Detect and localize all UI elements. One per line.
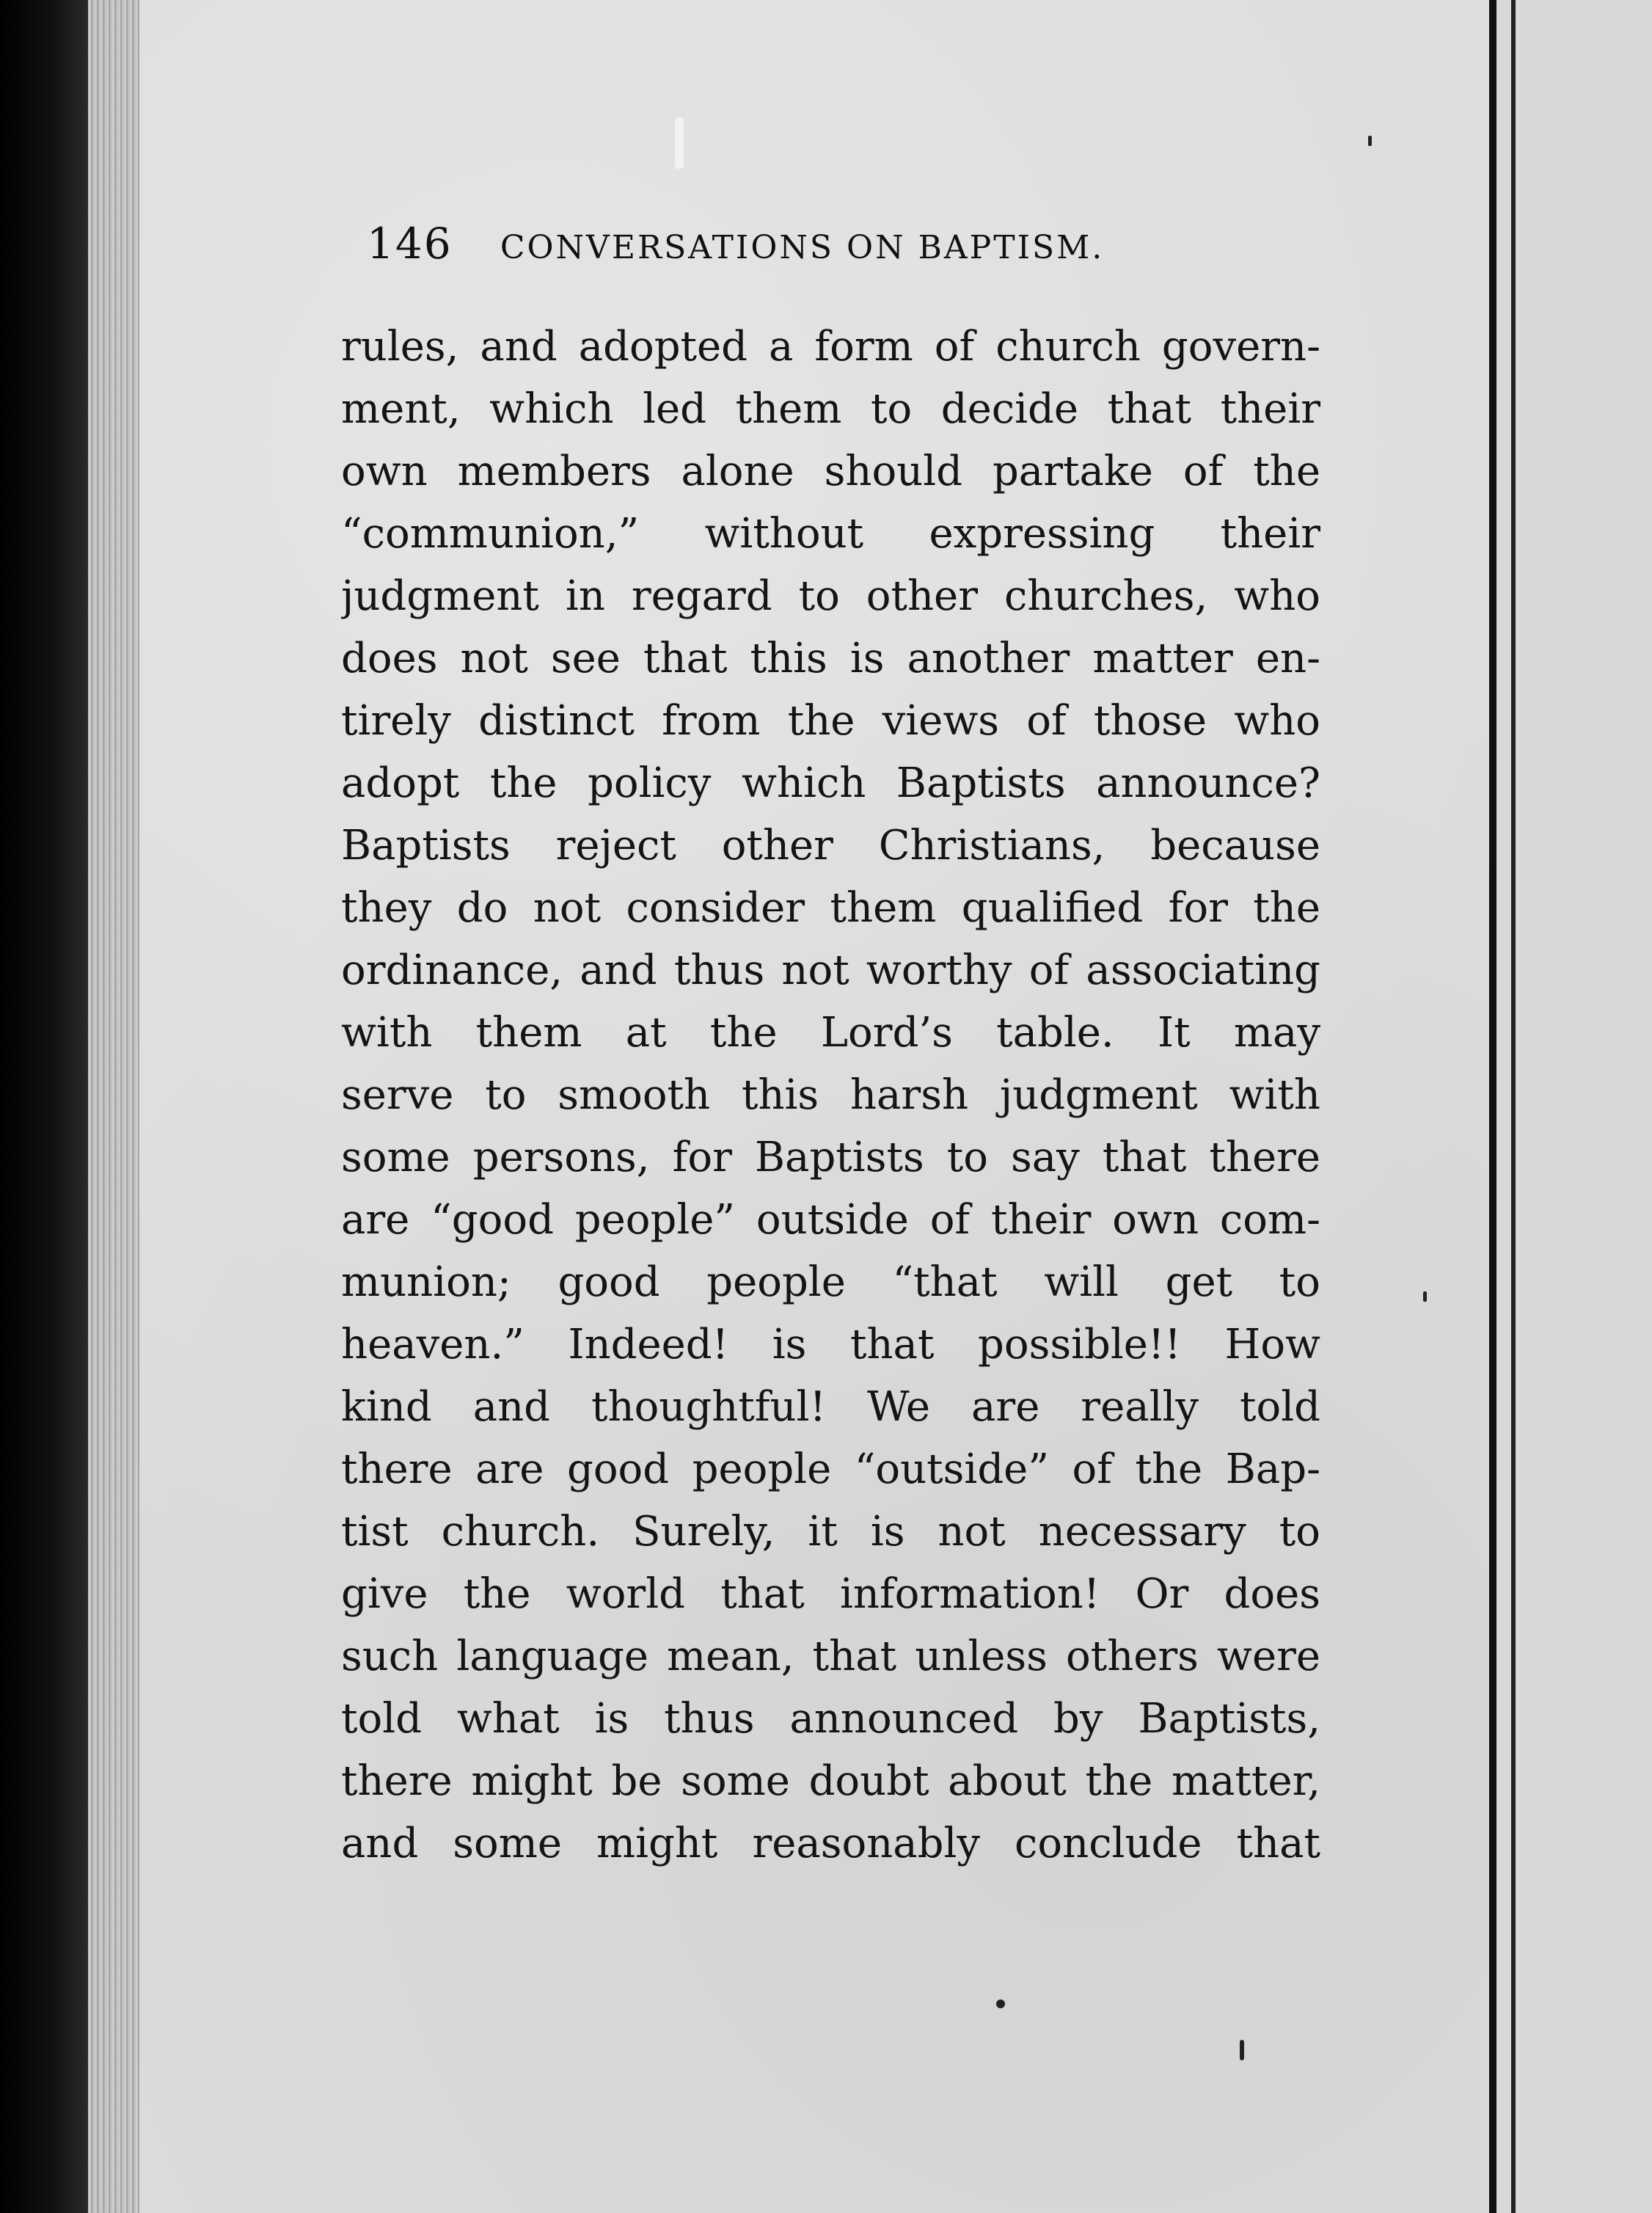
text-line: kind and thoughtful! We are really told — [341, 1383, 1320, 1431]
ink-speck — [1368, 136, 1372, 146]
ink-speck — [675, 117, 684, 169]
ink-speck — [1423, 1291, 1427, 1302]
text-line: adopt the policy which Baptists announce? — [341, 759, 1320, 807]
text-line: some persons, for Baptists to say that there — [341, 1134, 1320, 1181]
body-text — [341, 316, 1320, 1875]
text-line: heaven.” Indeed! is that possible!! How — [341, 1321, 1320, 1368]
text-line: tirely distinct from the views of those who — [341, 697, 1320, 745]
text-line: serve to smooth this harsh judgment with — [341, 1071, 1320, 1119]
page-number: 146 — [367, 219, 453, 269]
text-line: munion; good people “that will get to — [341, 1258, 1320, 1306]
text-line: told what is thus announced by Baptists, — [341, 1695, 1320, 1743]
text-line: judgment in regard to other churches, who — [341, 572, 1320, 620]
running-title: CONVERSATIONS ON BAPTISM. — [500, 229, 1105, 266]
text-line: own members alone should partake of the — [341, 448, 1320, 495]
text-line: are “good people” outside of their own com- — [341, 1196, 1320, 1244]
text-line: there are good people “outside” of the Bap- — [341, 1445, 1320, 1493]
text-line: does not see that this is another matter en- — [341, 635, 1320, 682]
text-line: such language mean, that unless others were — [341, 1633, 1320, 1680]
ink-speck — [1240, 2040, 1244, 2060]
text-line: there might be some doubt about the matter, — [341, 1757, 1320, 1805]
text-line: ordinance, and thus not worthy of associating — [341, 947, 1320, 994]
text-line: and some might reasonably conclude that — [341, 1820, 1320, 1867]
text-line: ment, which led them to decide that their — [341, 385, 1320, 433]
text-line: tist church. Surely, it is not necessary to — [341, 1508, 1320, 1556]
book-binding-edge — [0, 0, 88, 2213]
text-line: “communion,” without expressing their — [341, 510, 1320, 558]
ink-speck — [996, 1999, 1005, 2008]
page-header — [367, 219, 1320, 269]
text-line: Baptists reject other Christians, because — [341, 822, 1320, 869]
next-page-edge — [1511, 0, 1516, 2213]
page-stack-edge — [88, 0, 147, 2213]
text-line: rules, and adopted a form of church govern- — [341, 323, 1320, 371]
page-fold-line — [1489, 0, 1496, 2213]
text-line: with them at the Lord’s table. It may — [341, 1009, 1320, 1057]
next-page-sliver — [1496, 0, 1652, 2213]
text-line: they do not consider them qualified for the — [341, 884, 1320, 932]
text-line: give the world that information! Or does — [341, 1570, 1320, 1618]
